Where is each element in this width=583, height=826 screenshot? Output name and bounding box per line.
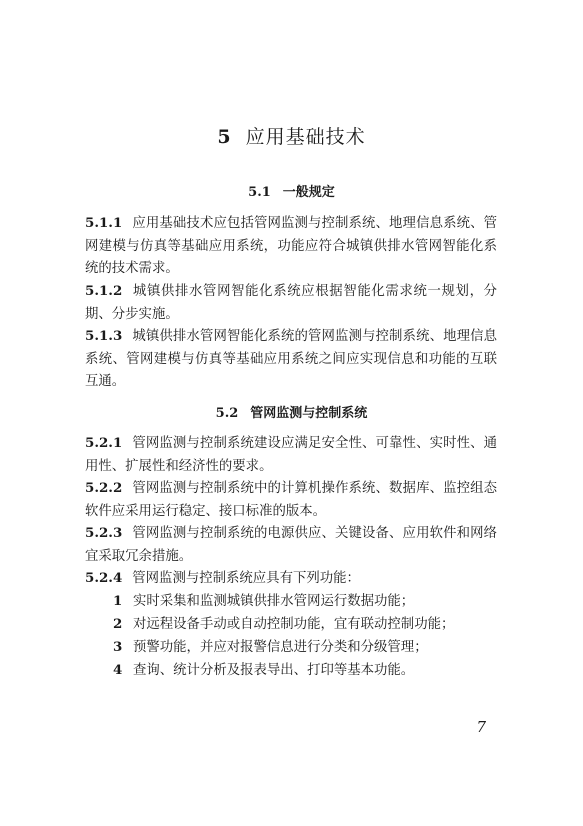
clause-number: 5.2.4 (85, 570, 123, 586)
item-number: 2 (113, 616, 123, 632)
list-item (113, 613, 497, 637)
clause-text: 管网监测与控制系统的电源供应、关键设备、应用软件和网络宜采取冗余措施。 (85, 526, 497, 564)
section-title-5-1 (0, 181, 583, 200)
section-title-5-2 (0, 402, 583, 421)
clause-5-2-1 (85, 432, 497, 478)
clause-number: 5.1.3 (85, 328, 123, 344)
item-text: 实时采集和监测城镇供排水管网运行数据功能； (133, 594, 415, 609)
item-text: 预警功能，并应对报警信息进行分类和分级管理； (133, 640, 428, 655)
list-item (113, 659, 497, 683)
clause-number: 5.2.2 (85, 480, 123, 496)
clause-5-1-1 (85, 212, 497, 281)
list-item (113, 590, 497, 614)
clause-text: 管网监测与控制系统应具有下列功能： (132, 571, 360, 586)
chapter-number: 5 (217, 126, 232, 148)
clause-5-1-2 (85, 280, 497, 326)
clause-number: 5.2.1 (85, 435, 123, 451)
clause-5-2-3 (85, 522, 497, 568)
item-text: 对远程设备手动或自动控制功能，宜有联动控制功能； (133, 617, 455, 632)
clause-text: 管网监测与控制系统中的计算机操作系统、数据库、监控组态软件应采用运行稳定、接口标准的版本。 (85, 481, 497, 519)
chapter-title-text: 应用基础技术 (245, 126, 366, 148)
clause-text: 管网监测与控制系统建设应满足安全性、可靠性、实时性、通用性、扩展性和经济性的要求。 (85, 436, 497, 474)
clause-number: 5.2.3 (85, 525, 123, 541)
item-number: 1 (113, 593, 123, 609)
section-title-text: 管网监测与控制系统 (250, 406, 368, 421)
section-number: 5.2 (215, 406, 239, 421)
section-number: 5.1 (248, 185, 271, 200)
item-number: 3 (113, 639, 123, 655)
clause-text: 城镇供排水管网智能化系统的管网监测与控制系统、地理信息系统、管网建模与仿真等基础应用系统之间应实现信息和功能的互联互通。 (85, 329, 497, 390)
clause-number: 5.1.2 (85, 283, 123, 299)
clause-text: 应用基础技术应包括管网监测与控制系统、地理信息系统、管网建模与仿真等基础应用系统，功能应符合城镇供排水管网智能化系统的技术需求。 (85, 216, 497, 277)
clause-5-2-4 (85, 567, 497, 591)
list-item (113, 636, 497, 660)
section-title-text: 一般规定 (282, 185, 335, 200)
clause-5-1-3 (85, 325, 497, 394)
chapter-title (0, 122, 583, 149)
item-number: 4 (113, 662, 123, 678)
clause-number: 5.1.1 (85, 215, 123, 231)
item-text: 查询、统计分析及报表导出、打印等基本功能。 (133, 663, 415, 678)
clause-text: 城镇供排水管网智能化系统应根据智能化需求统一规划，分期、分步实施。 (85, 284, 497, 322)
page-number: 7 (476, 718, 486, 736)
clause-5-2-2 (85, 477, 497, 523)
